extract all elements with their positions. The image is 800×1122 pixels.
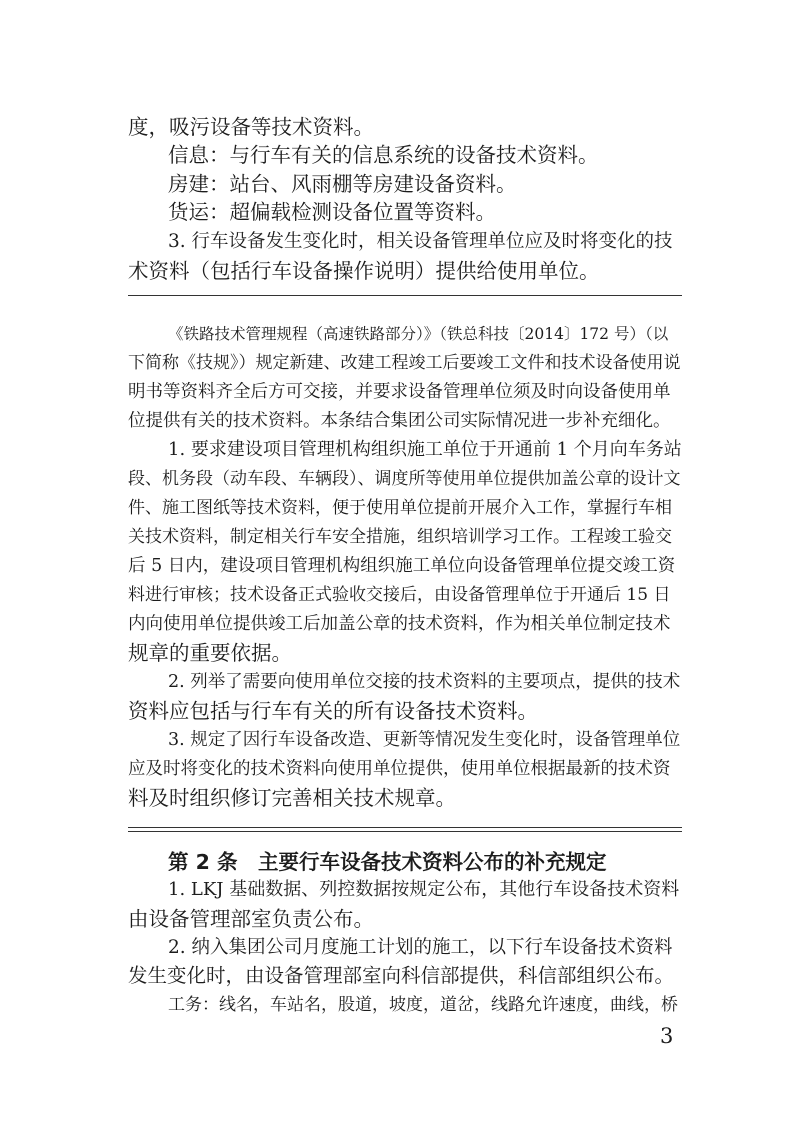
explanation-line: 1. 要求建设项目管理机构组织施工单位于开通前 1 个月向车务站: [168, 439, 682, 460]
section-divider: [128, 295, 682, 296]
explanation-line: 内向使用单位提供竣工后加盖公章的技术资料，作为相关单位制定技术: [128, 614, 671, 634]
explanation-line: 关技术资料，制定相关行车安全措施，组织培训学习工作。工程竣工验交: [128, 527, 672, 547]
article-line: 1. LKJ 基础数据、列控数据按规定公布，其他行车设备技术资料: [168, 879, 680, 900]
article-line: 发生变化时，由设备管理部室向科信部提供，科信部组织公布。: [128, 964, 675, 987]
top-line-1: 度，吸污设备等技术资料。: [128, 115, 374, 139]
explanation-line: 应及时将变化的技术资料向使用单位提供，使用单位根据最新的技术资: [128, 759, 671, 779]
explanation-line: 规章的重要依据。: [128, 641, 292, 665]
article-line: 由设备管理部室负责公布。: [128, 907, 374, 931]
explanation-line: 资料应包括与行车有关的所有设备技术资料。: [128, 699, 538, 723]
explanation-line: 位提供有关的技术资料。本条结合集团公司实际情况进一步补充细化。: [128, 411, 671, 431]
explanation-line: 下简称《技规》）规定新建、改建工程竣工后要竣工文件和技术设备使用说: [128, 353, 681, 373]
top-line-4: 货运：超偏载检测设备位置等资料。: [168, 200, 496, 224]
top-line-5: 3. 行车设备发生变化时，相关设备管理单位应及时将变化的技: [168, 231, 673, 252]
explanation-line: 料进行审核；技术设备正式验收交接后，由设备管理单位于开通后 15 日: [128, 585, 671, 605]
page-number: 3: [660, 1024, 674, 1048]
article-divider: [128, 827, 682, 832]
top-line-6: 术资料（包括行车设备操作说明）提供给使用单位。: [128, 259, 600, 283]
explanation-line: 后 5 日内，建设项目管理机构组织施工单位向设备管理单位提交竣工资: [128, 556, 676, 576]
explanation-line: 《铁路技术管理规程（高速铁路部分）》（铁总科技〔2014〕172 号）（以: [168, 325, 669, 343]
explanation-line: 2. 列举了需要向使用单位交接的技术资料的主要项点，提供的技术: [168, 672, 681, 692]
explanation-line: 段、机务段（动车段、车辆段）、调度所等使用单位提供加盖公章的设计文: [128, 469, 681, 489]
article-heading: 第 2 条 主要行车设备技术资料公布的补充规定: [168, 850, 607, 874]
article-line: 2. 纳入集团公司月度施工计划的施工，以下行车设备技术资料: [168, 937, 673, 958]
explanation-line: 3. 规定了因行车设备改造、更新等情况发生变化时，设备管理单位: [168, 730, 681, 750]
explanation-line: 明书等资料齐全后方可交接，并要求设备管理单位须及时向设备使用单: [128, 382, 671, 402]
top-line-2: 信息：与行车有关的信息系统的设备技术资料。: [168, 143, 599, 167]
explanation-line: 料及时组织修订完善相关技术规章。: [128, 786, 456, 810]
explanation-line: 件、施工图纸等技术资料，便于使用单位提前开展介入工作，掌握行车相: [128, 498, 672, 518]
article-line: 工务：线名，车站名，股道，坡度，道岔，线路允许速度，曲线，桥: [168, 995, 678, 1015]
top-line-3: 房建：站台、风雨棚等房建设备资料。: [168, 172, 517, 196]
